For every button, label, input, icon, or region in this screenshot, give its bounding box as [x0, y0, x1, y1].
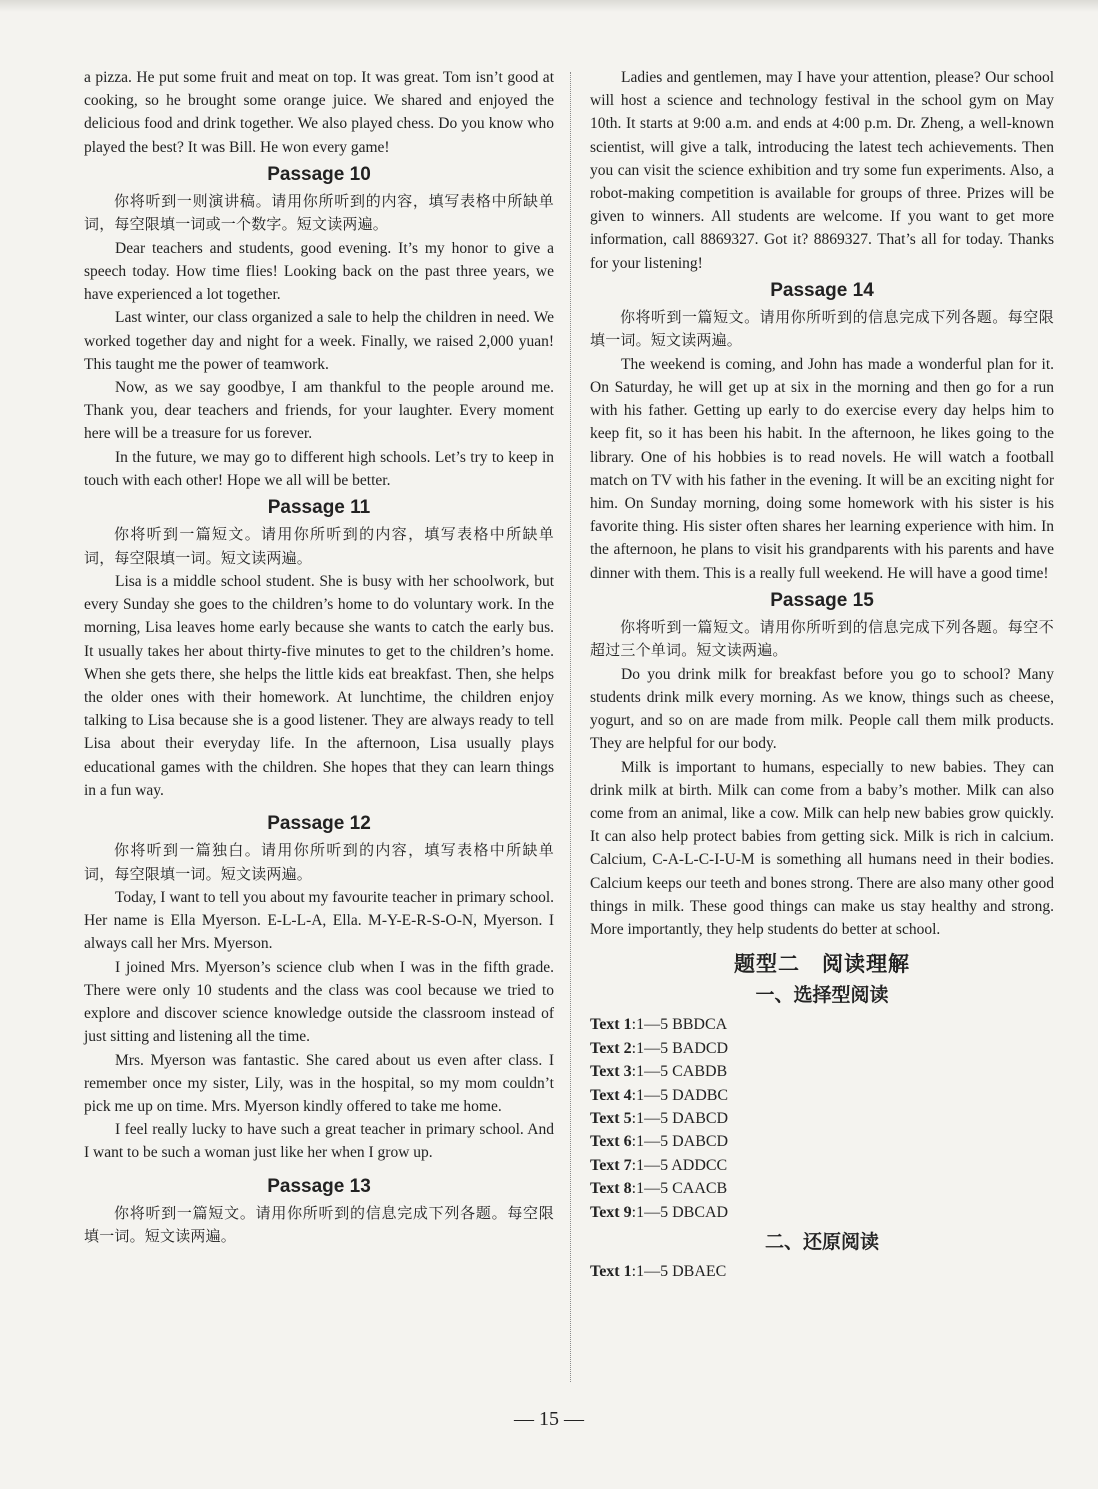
passage-11-paragraph: Lisa is a middle school student. She is busy with her schoolwork, but every Sunday she goes to the children’s home to do voluntary work. In the morning, Lisa leaves home early because she wants to catch the early bus. It usually takes her about thirty-five minutes to get to the children’s home. When she gets there, she helps the little kids eat breakfast. Then, she helps the older ones with their homework. At lunchtime, the children enjoy talking to Lisa because she is a good listener. They are always ready to tell Lisa about their everyday life. In the afternoon, Lisa usually plays educational games with the children. She hopes that they can learn things in a fun way.	[84, 573, 554, 799]
passage-14-instruction: 你将听到一篇短文。请用你所听到的信息完成下列各题。每空限填一词。短文读两遍。	[590, 307, 1054, 350]
passage-10-paragraph: Now, as we say goodbye, I am thankful to the people around me. Thank you, dear teachers and friends, for your laughter. Every moment here will be a treasure for us forever.	[84, 379, 554, 443]
answer-label: Text 6	[590, 1133, 632, 1151]
passage-12-paragraph: I joined Mrs. Myerson’s science club when I was in the fifth grade. There were only 10 students and the class was cool because we tried to explore and discover science knowledge outside the classroom instead of just sitting and listening all the time.	[84, 958, 554, 1046]
answer-row	[590, 1154, 1054, 1177]
answer-value: :1—5 DABCD	[631, 1133, 729, 1151]
answer-row	[590, 1084, 1054, 1107]
answer-row	[590, 1260, 1054, 1283]
passage-14-title: Passage 14	[770, 279, 874, 301]
answer-row	[590, 1177, 1054, 1200]
answer-label: Text 8	[590, 1180, 632, 1198]
answer-label: Text 5	[590, 1109, 632, 1127]
passage-11-title: Passage 11	[267, 497, 371, 519]
answer-row	[590, 1060, 1054, 1083]
answer-label: Text 1	[590, 1016, 632, 1034]
answer-label: Text 4	[590, 1086, 632, 1104]
column-divider	[570, 72, 571, 1382]
passage-14-paragraph: The weekend is coming, and John has made a wonderful plan for it. On Saturday, he will get up at six in the morning and then go for a run with his father. Getting up early to do exercise every day helps him to keep fit, so it has been his habit. In the afternoon, he likes going to the library. One of his hobbies is to read novels. He will watch a football match on TV with his father in the evening. It will be an exciting night for him. On Sunday morning, doing some homework with his sister is his favorite thing. His sister often shares her learning experience with him. In the afternoon, he plans to visit his grandparents with his parents and have dinner with them. This is a really full weekend. He will have a good time!	[590, 355, 1054, 582]
answer-value: :1—5 DADBC	[631, 1086, 729, 1104]
subsection-title: 一、选择型阅读	[755, 984, 889, 1007]
page-number: — 15 —	[514, 1408, 584, 1430]
passage-10-instruction: 你将听到一则演讲稿。请用你所听到的内容，填写表格中所缺单词，每空限填一词或一个数字。短文读两遍。	[84, 191, 554, 234]
answer-row	[590, 1037, 1054, 1060]
answer-list	[590, 1013, 1054, 1224]
passage-12-instruction: 你将听到一篇独白。请用你所听到的内容，填写表格中所缺单词，每空限填一词。短文读两遍。	[84, 841, 554, 883]
answer-label: Text 2	[590, 1039, 632, 1057]
page-edge	[0, 0, 1098, 12]
passage-15-title: Passage 15	[770, 589, 874, 611]
answer-value: :1—5 BADCD	[631, 1039, 729, 1057]
passage-15-paragraph: Milk is important to humans, especially to new babies. They can drink milk at birth. Milk can come from a baby’s mother. Milk can also come from an animal, like a cow. Milk can help new babies grow quickly. It can also help protect babies from getting sick. Milk is rich in calcium. Calcium, C-A-L-C-I-U-M is something all humans need in their bodies. Calcium keeps our teeth and bones strong. There are also many other good things in milk. These good things can make us stay healthy and strong. More importantly, they help students do better at school.	[590, 758, 1054, 939]
passage-12-paragraph: I feel really lucky to have such a great teacher in primary school. And I want to be such a woman just like her when I grow up.	[84, 1121, 554, 1162]
answer-label: Text 9	[590, 1203, 632, 1221]
answer-value: :1—5 CABDB	[631, 1063, 728, 1081]
right-column	[590, 66, 1054, 1283]
passage-12-paragraph: Mrs. Myerson was fantastic. She cared about us even after class. I remember once my sister, Lily, was in the hospital, so my mom couldn’t pick me up on time. Mrs. Myerson kindly offered to take me home.	[84, 1051, 554, 1115]
answer-value: :1—5 DBCAD	[631, 1203, 729, 1221]
passage-15-instruction: 你将听到一篇短文。请用你所听到的信息完成下列各题。每空不超过三个单词。短文读两遍。	[590, 617, 1054, 660]
answer-label: Text 3	[590, 1063, 632, 1081]
passage-12-title: Passage 12	[267, 813, 371, 835]
passage-10-paragraph: Last winter, our class organized a sale to help the children in need. We worked together day and night for a week. Finally, we raised 2,000 yuan! This taught me the power of teamwork.	[84, 309, 554, 373]
subsection-title-2: 二、还原阅读	[764, 1230, 879, 1253]
passage-13-title: Passage 13	[267, 1175, 371, 1197]
passage-10-paragraph: Dear teachers and students, good evening. It’s my honor to give a speech today. How time flies! Looking back on the past three years, we have experienced a lot together.	[84, 239, 554, 304]
passage-10-title: Passage 10	[267, 163, 371, 185]
passage-13-body: Ladies and gentlemen, may I have your attention, please? Our school will host a science and technology festival in the school gym on May 10th. It starts at 9:00 a.m. and ends at 4:00 p.m. Dr. Zheng, a well-known scientist, will give a talk, introducing the latest tech achievements. Then you can visit the science exhibition and try some fun experiments. Also, a robot-making competition is available for groups of three. Prizes will be given to winners. All students are welcome. If you want to get more information, call 8869327. Got it? 8869327. That’s all for today. Thanks for your listening!	[590, 69, 1054, 272]
passage-10-paragraph: In the future, we may go to different high schools. Let’s try to keep in touch with each other! Hope we all will be better.	[84, 448, 554, 489]
answer-label: Text 7	[590, 1156, 632, 1174]
answer-value: :1—5 DBAEC	[631, 1262, 727, 1280]
answer-row	[590, 1201, 1054, 1224]
left-column	[84, 66, 554, 1249]
passage-13-instruction: 你将听到一篇短文。请用你所听到的信息完成下列各题。每空限填一词。短文读两遍。	[84, 1203, 554, 1246]
answer-label: Text 1	[590, 1262, 632, 1280]
passage-15-paragraph: Do you drink milk for breakfast before you go to school? Many students drink milk every morning. As we know, things such as cheese, yogurt, and so on are made from milk. People call them milk products. They are helpful for our body.	[590, 665, 1054, 753]
answer-row	[590, 1013, 1054, 1036]
passage-12-paragraph: Today, I want to tell you about my favourite teacher in primary school. Her name is Ella Myerson. E-L-L-A, Ella. M-Y-E-R-S-O-N, Myerson. I always call her Mrs. Myerson.	[84, 889, 554, 953]
section-title: 题型二 阅读理解	[734, 952, 910, 977]
passage-9-tail: a pizza. He put some fruit and meat on top. It was great. Tom isn’t good at cooking, so he brought some orange juice. We shared and enjoyed the delicious food and drink together. We also played chess. Do you know who played the best? It was Bill. He won every game!	[84, 69, 554, 156]
answer-value: :1—5 BBDCA	[631, 1016, 728, 1034]
passage-11-instruction: 你将听到一篇短文。请用你所听到的内容，填写表格中所缺单词，每空限填一词。短文读两遍。	[84, 525, 554, 567]
answer-value: :1—5 DABCD	[631, 1109, 729, 1127]
answer-row	[590, 1130, 1054, 1153]
answer-value: :1—5 CAACB	[631, 1180, 728, 1198]
answer-row	[590, 1107, 1054, 1130]
answer-value: :1—5 ADDCC	[631, 1156, 728, 1174]
